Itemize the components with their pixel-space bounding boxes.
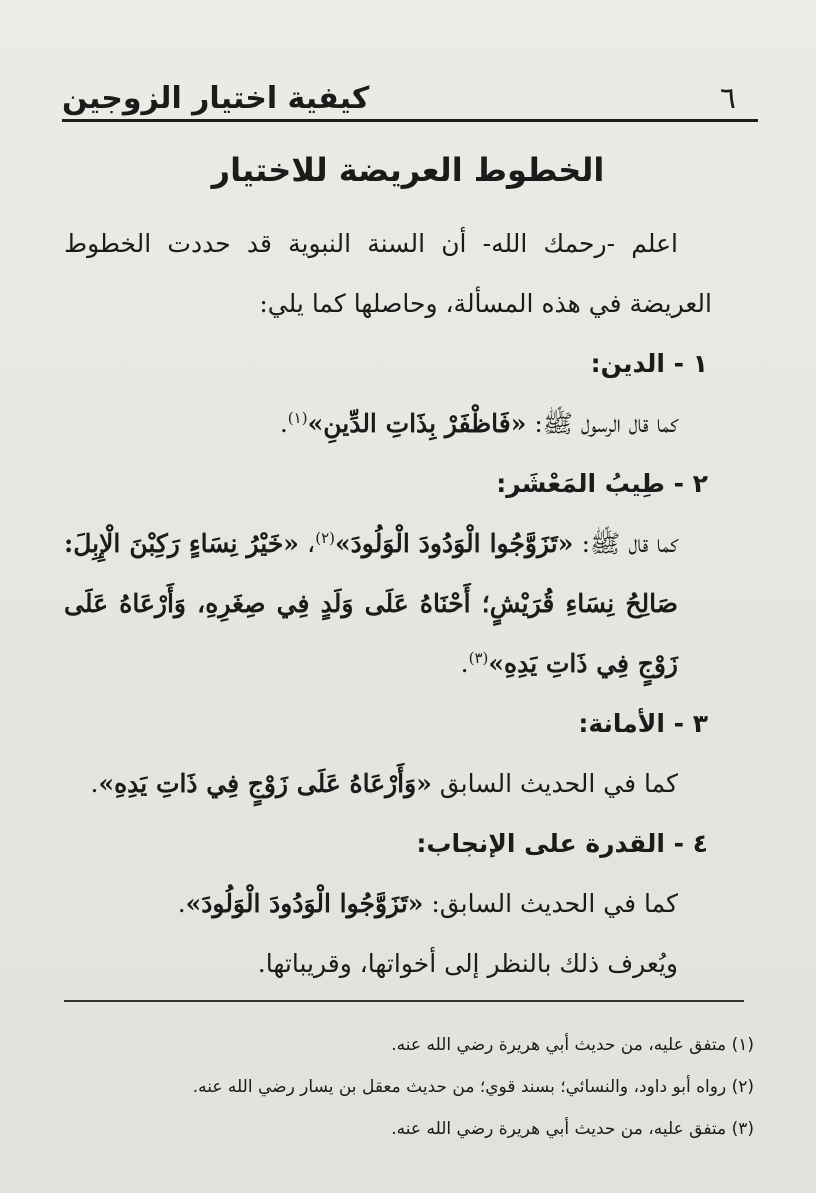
- evidence-lead: كما في الحديث السابق:: [423, 889, 678, 918]
- evidence-lead: كما قال ﷺ:: [573, 529, 678, 558]
- closing-sentence: ويُعرف ذلك بالنظر إلى أخواتها، وقريباتها.: [257, 949, 678, 978]
- footnote-separator: [64, 1000, 744, 1002]
- evidence-tail: .: [460, 649, 469, 678]
- hadith-quote: «خَيْرُ نِسَاءٍ رَكِبْنَ الْإِبِلَ: صَالِحُ نِسَاءِ قُرَيْشٍ؛ أَحْنَاهُ عَلَى وَلَدٍ فِي صِغَرِهِ، وَأَرْعَاهُ عَلَى زَوْجٍ فِي ذَاتِ يَدِهِ»: [64, 529, 678, 678]
- footnote-2: (٢) رواه أبو داود، والنسائي؛ بسند قوي؛ من حديث معقل بن يسار رضي الله عنه.: [192, 1077, 754, 1097]
- section-title: الخطوط العريضة للاختيار: [211, 151, 605, 189]
- evidence-lead: كما في الحديث السابق: [431, 769, 678, 798]
- footnote-ref: (١): [287, 409, 308, 427]
- evidence-tail: .: [177, 889, 186, 918]
- footnote-ref: (٣): [468, 649, 489, 667]
- book-title: كيفية اختيار الزوجين: [62, 81, 370, 116]
- footnotes: [64, 1024, 754, 1150]
- footnote-3: (٣) متفق عليه، من حديث أبي هريرة رضي الله عنه.: [391, 1119, 754, 1139]
- item-evidence-fertility: [64, 874, 712, 934]
- hadith-quote: «تَزَوَّجُوا الْوَدُودَ الْوَلُودَ»: [335, 529, 574, 558]
- item-heading-companionship: ٢ - طِيبُ المَعْشَر:: [496, 469, 708, 498]
- evidence-separator: ،: [298, 529, 316, 558]
- hadith-quote: «فَاظْفَرْ بِذَاتِ الدِّينِ»: [307, 409, 527, 438]
- item-heading-fertility: ٤ - القدرة على الإنجاب:: [416, 829, 708, 858]
- evidence-tail: .: [90, 769, 99, 798]
- item-heading-trustworthiness: ٣ - الأمانة:: [578, 709, 708, 738]
- footnote-1: (١) متفق عليه، من حديث أبي هريرة رضي الله عنه.: [391, 1035, 754, 1055]
- intro-paragraph: اعلم -رحمك الله- أن السنة النبوية قد حددت الخطوط العريضة في هذه المسألة، وحاصلها كما يلي:: [64, 229, 712, 318]
- hadith-quote: «وَأَرْعَاهُ عَلَى زَوْجٍ فِي ذَاتِ يَدِهِ»: [98, 769, 432, 798]
- body-text: [64, 214, 712, 994]
- running-header: [62, 62, 758, 122]
- hadith-quote: «تَزَوَّجُوا الْوَدُودَ الْوَلُودَ»: [185, 889, 424, 918]
- page-number: ٦: [719, 81, 736, 116]
- item-evidence-companionship: [64, 514, 712, 694]
- header-rule: [62, 119, 758, 122]
- item-heading-religion: ١ - الدين:: [590, 349, 708, 378]
- evidence-tail: .: [279, 409, 288, 438]
- footnote-ref: (٢): [315, 529, 336, 547]
- item-evidence-religion: [64, 394, 712, 454]
- item-evidence-trustworthiness: [64, 754, 712, 814]
- evidence-lead: كما قال الرسول ﷺ:: [526, 409, 678, 438]
